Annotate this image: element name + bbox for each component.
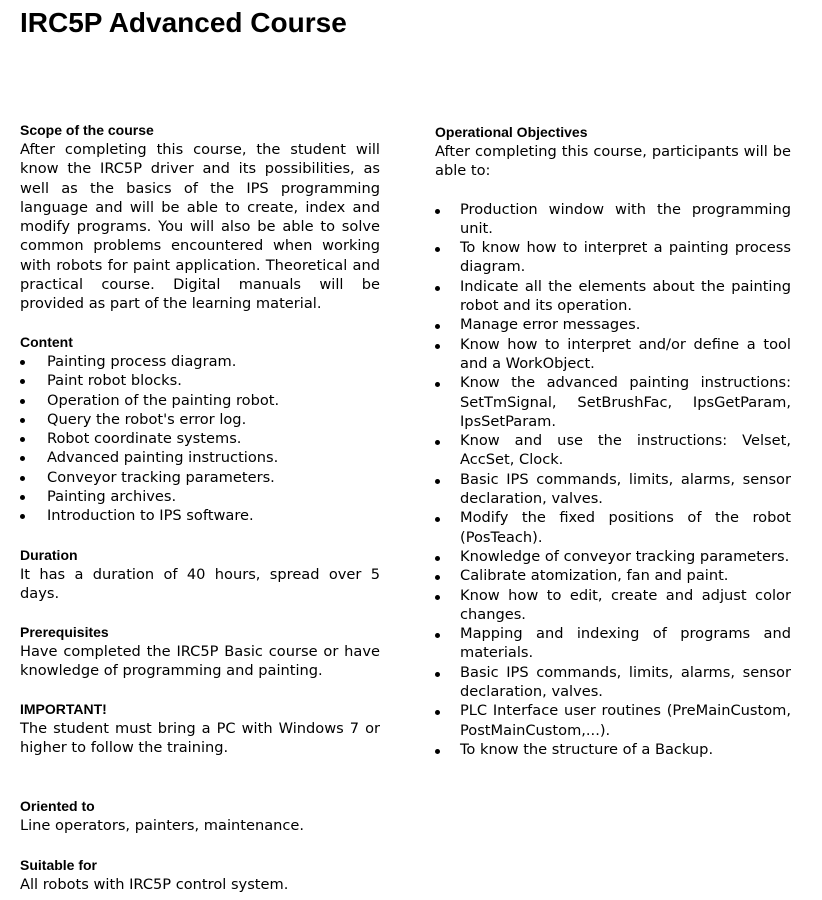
list-item-text: Painting process diagram. — [47, 353, 237, 370]
list-item — [435, 200, 791, 239]
important-text: The student must bring a PC with Windows 7 or higher to follow the training. — [20, 720, 380, 757]
list-item — [435, 431, 791, 470]
bullet-icon — [20, 456, 25, 461]
list-item-text: PLC Interface user routines (PreMainCustom, PostMainCustom,...). — [460, 702, 791, 739]
bullet-icon — [435, 595, 440, 600]
list-item-text: Basic IPS commands, limits, alarms, sensor declaration, valves. — [460, 470, 791, 508]
oriented-heading: Oriented to — [20, 798, 95, 814]
duration-heading: Duration — [20, 547, 78, 563]
list-item-text: Query the robot's error log. — [47, 410, 247, 428]
list-item-text: Know how to interpret and/or define a tool and a WorkObject. — [460, 335, 791, 372]
list-item-text: Calibrate atomization, fan and paint. — [460, 567, 729, 585]
list-item-text: To know the structure of a Backup. — [460, 740, 714, 758]
list-item — [20, 391, 380, 410]
oriented-text: Line operators, painters, maintenance. — [20, 817, 305, 834]
list-item-text: Paint robot blocks. — [47, 372, 182, 390]
duration-section — [20, 546, 380, 604]
list-item — [435, 335, 791, 374]
bullet-icon — [435, 517, 440, 522]
list-item-text: Introduction to IPS software. — [47, 507, 254, 525]
list-item — [435, 277, 791, 316]
list-item — [435, 373, 791, 431]
content-heading: Content — [20, 334, 73, 350]
bullet-icon — [435, 575, 440, 580]
prerequisites-section — [20, 623, 380, 681]
suitable-section — [20, 856, 380, 894]
objectives-list — [435, 200, 791, 760]
list-item — [435, 238, 791, 277]
content-section — [20, 333, 380, 526]
bullet-icon — [20, 360, 25, 365]
objectives-heading: Operational Objectives — [435, 124, 588, 140]
list-item — [20, 371, 380, 390]
list-item — [435, 701, 791, 740]
bullet-icon — [20, 418, 25, 423]
scope-heading: Scope of the course — [20, 122, 154, 138]
bullet-icon — [20, 399, 25, 404]
page-title: IRC5P Advanced Course — [20, 7, 347, 38]
bullet-icon — [435, 209, 440, 214]
prerequisites-heading: Prerequisites — [20, 624, 109, 640]
list-item — [435, 315, 791, 334]
list-item-text: Know how to edit, create and adjust color changes. — [460, 586, 791, 623]
bullet-icon — [435, 749, 440, 754]
bullet-icon — [435, 672, 440, 677]
list-item-text: Operation of the painting robot. — [47, 391, 280, 409]
bullet-icon — [20, 437, 25, 442]
list-item — [20, 448, 380, 467]
bullet-icon — [435, 710, 440, 715]
list-item-text: Conveyor tracking parameters. — [47, 468, 275, 486]
bullet-icon — [435, 324, 440, 329]
scope-text: After completing this course, the student will know the IRC5P driver and its possibilities, as well as the basics of the IPS programming language and will be able to create, index and modify programs. You will also be able to solve common problems encountered when working with robots for paint application. Theoretical and practical course. Digital manuals will be provided as part of the learning material. — [20, 141, 380, 313]
bullet-icon — [20, 514, 25, 519]
important-section — [20, 700, 380, 758]
list-item — [435, 508, 791, 547]
list-item-text: Manage error messages. — [460, 316, 641, 334]
content-list — [20, 352, 380, 526]
bullet-icon — [20, 476, 25, 481]
oriented-section — [20, 797, 380, 835]
duration-text: It has a duration of 40 hours, spread over 5 days. — [20, 566, 380, 603]
list-item — [20, 468, 380, 487]
list-item — [20, 487, 380, 506]
bullet-icon — [20, 379, 25, 384]
list-item-text: Indicate all the elements about the painting robot and its operation. — [460, 277, 791, 315]
list-item — [435, 740, 791, 759]
list-item-text: Production window with the programming unit. — [460, 200, 791, 237]
bullet-icon — [435, 633, 440, 638]
list-item — [435, 547, 791, 566]
suitable-heading: Suitable for — [20, 857, 98, 873]
bullet-icon — [435, 247, 440, 252]
list-item — [435, 470, 791, 509]
list-item — [435, 586, 791, 625]
bullet-icon — [20, 495, 25, 500]
list-item-text: Modify the fixed positions of the robot (PosTeach). — [460, 509, 791, 546]
objectives-intro: After completing this course, participants will be able to: — [435, 143, 791, 180]
suitable-text: All robots with IRC5P control system. — [20, 876, 289, 893]
scope-section — [20, 121, 380, 314]
list-item-text: Mapping and indexing of programs and materials. — [460, 625, 791, 662]
list-item-text: Know and use the instructions: Velset, AccSet, Clock. — [460, 432, 791, 469]
bullet-icon — [435, 344, 440, 349]
bullet-icon — [435, 440, 440, 445]
list-item-text: Knowledge of conveyor tracking parameters. — [460, 547, 790, 565]
important-heading: IMPORTANT! — [20, 701, 107, 717]
list-item — [20, 429, 380, 448]
objectives-section — [435, 123, 791, 759]
prerequisites-text: Have completed the IRC5P Basic course or have knowledge of programming and painting. — [20, 643, 380, 680]
bullet-icon — [435, 479, 440, 484]
list-item — [20, 506, 380, 525]
list-item-text: To know how to interpret a painting process diagram. — [460, 239, 791, 276]
bullet-icon — [435, 286, 440, 291]
list-item-text: Painting archives. — [47, 488, 177, 506]
list-item — [435, 566, 791, 585]
list-item-text: Advanced painting instructions. — [47, 449, 279, 467]
list-item — [435, 663, 791, 702]
list-item — [435, 624, 791, 663]
bullet-icon — [435, 556, 440, 561]
list-item-text: Robot coordinate systems. — [47, 430, 242, 448]
list-item — [20, 410, 380, 429]
bullet-icon — [435, 382, 440, 387]
list-item-text: Basic IPS commands, limits, alarms, sensor declaration, valves. — [460, 663, 791, 701]
list-item — [20, 352, 380, 371]
list-item-text: Know the advanced painting instructions: SetTmSignal, SetBrushFac, IpsGetParam, IpsSetParam. — [460, 374, 791, 430]
